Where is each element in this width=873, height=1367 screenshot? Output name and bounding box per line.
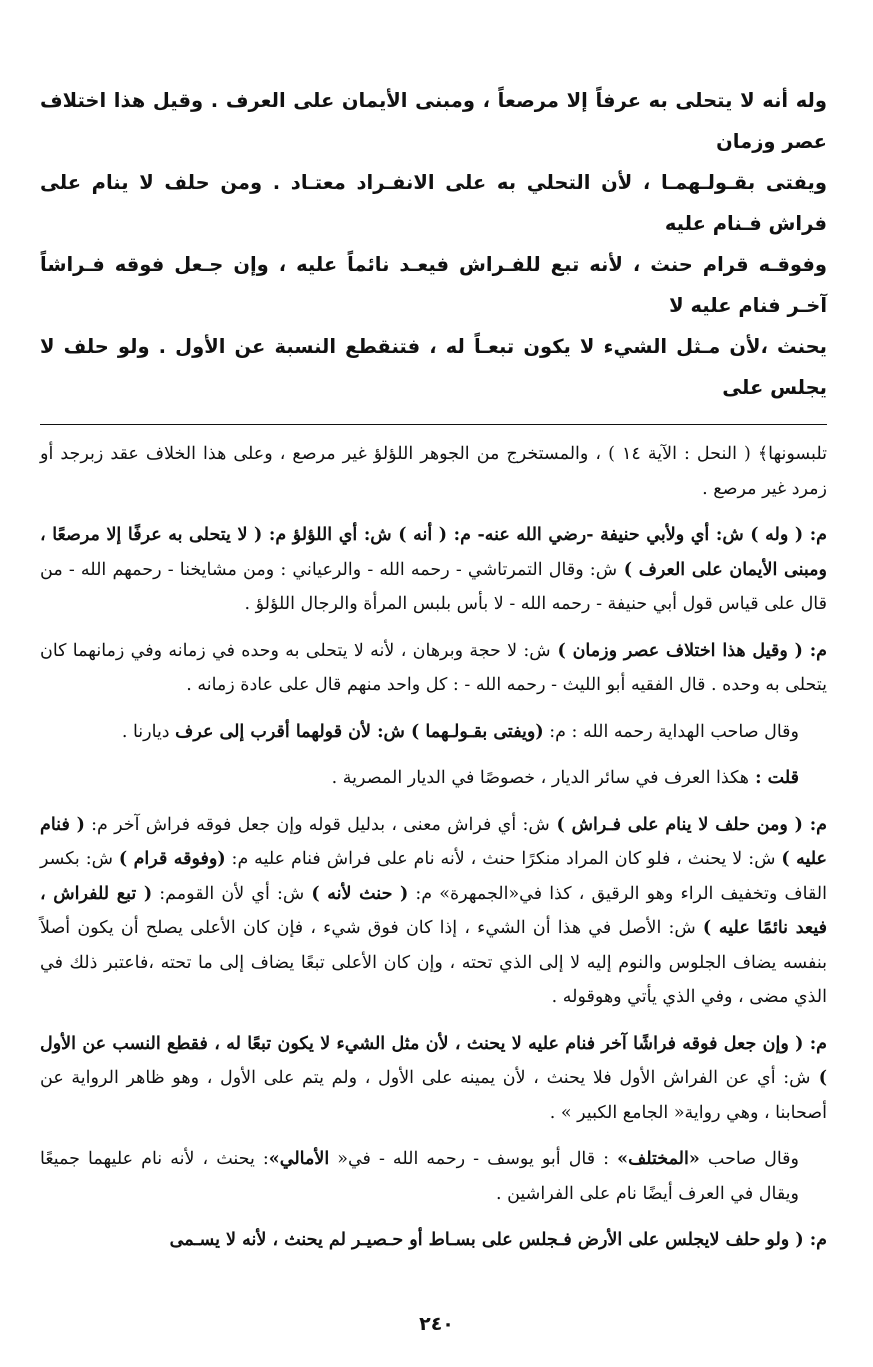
commentary-bold-text: م: ( وإن جعل فوقه فراشًا آخر فنام عليه لا يحنث ، لأن مثل الشيء لا يكون تبعًا له ، فقطع النسب عن الأول ) (40, 1033, 827, 1088)
commentary-block (40, 437, 827, 1258)
commentary-text: ش: أي فراش معنى ، بدليل قوله وإن جعل فوقه فراش آخر م: (84, 814, 550, 835)
commentary-paragraph (40, 634, 827, 703)
commentary-bold-text: «المختلف» (617, 1149, 700, 1169)
commentary-bold-text: (ويفتى بقـولـهما ) ش: لأن قولهما أقرب إلى عرف (175, 721, 544, 742)
commentary-text: وقال صاحب الهداية رحمه الله : م: (543, 721, 799, 742)
commentary-paragraph (40, 1142, 827, 1211)
commentary-text: : قال أبو يوسف - رحمه الله - في« (329, 1149, 618, 1169)
commentary-bold-text: م: ( ولو حلف لايجلس على الأرض فـجلس على بسـاط أو حـصيـر لم يحنث ، لأنه لا يسـمى (169, 1230, 827, 1250)
main-text-line: ويفتى بقـولـهمـا ، لأن التحلي به على الانفـراد معتـاد . ومن حلف لا ينام على فراش فـنام عليه (40, 171, 827, 235)
commentary-bold-text: م: ( ومن حلف لا ينام على فـراش ) (549, 814, 827, 835)
page-number: ٢٤٠ (419, 1313, 454, 1335)
separator-line (40, 424, 827, 425)
commentary-paragraph (40, 715, 827, 750)
commentary-text: : يحنث ، لأنه نام عليهما جميعًا ويقال في العرف أيضًا نام على الفراشين . (40, 1149, 799, 1204)
commentary-text: وقال صاحب (699, 1149, 799, 1169)
commentary-text: تلبسونها﴾ ( النحل : الآية ١٤ ) ، والمستخرج من الجوهر اللؤلؤ غير مرصع ، وعلى هذا الخلاف عقد زبرجد أو زمرد غير مرصع . (40, 444, 827, 499)
commentary-text: هكذا العرف في سائر الديار ، خصوصًا في الديار المصرية . (331, 768, 749, 788)
commentary-paragraph (40, 518, 827, 622)
book-page (40, 80, 827, 1367)
main-text-line: يحنث ،لأن مـثل الشيء لا يكون تبعـاً له ، فتنقطع النسبة عن الأول . ولو حلف لا يجلس على (40, 335, 827, 399)
commentary-bold-text: (وفوقه قرام ) (118, 849, 226, 869)
commentary-text: ش: الأصل في هذا أن الشيء ، إذا كان فوق شيء ، فإن كان الأعلى يصلح أن يكون أصلاً بنفسه يضاف الجلوس والنوم إليه لا إلى الذي تحته ، وإن كان الأعلى تبعًا يضاف إلى ما تحته ،فاعتبر ذلك في الذي مضى ، وفي الذي يأتي وهوقوله . (40, 918, 827, 1007)
commentary-text: ش: أي عن الفراش الأول فلا يحنث ، لأن يمينه على الأول ، ولم يتم على الأول ، وهو ظاهر الرواية عن أصحابنا ، وهي رواية« الجامع الكبير » . (40, 1068, 827, 1123)
main-text-block (40, 80, 827, 408)
commentary-text: ش: بكسر القاف وتخفيف الراء وهو الرقيق ، كذا في«الجمهرة» م: (40, 849, 828, 904)
main-text-line: وفوقـه قرام حنث ، لأنه تبع للفـراش فيعـد نائماً عليه ، وإن جـعل فوقه فـراشاً آخـر فنام عليه لا (40, 253, 827, 317)
commentary-bold-text: ( حنث لأنه ) (311, 883, 409, 904)
commentary-bold-text: م: ( وله ) ش: أي ولأبي حنيفة -رضي الله عنه- م: ( أنه ) ش: أي اللؤلؤ م: ( لا يتحلى به عرفًا إلا مرصعًا ، ومبنى الأيمان على العرف ) (40, 525, 828, 580)
commentary-bold-text: الأمالي» (268, 1149, 330, 1169)
commentary-text: ديارنا . (121, 721, 176, 742)
commentary-paragraph (40, 808, 827, 1015)
commentary-bold-text: م: ( وقيل هذا اختلاف عصر وزمان ) (550, 640, 828, 661)
commentary-bold-text: ( فنام عليه ) (40, 814, 827, 869)
commentary-text: ش: لا يحنث ، فلو كان المراد منكرًا حنث ، لأنه نام على فراش فنام عليه م: (225, 849, 782, 869)
commentary-paragraph (40, 1027, 827, 1131)
commentary-paragraph (40, 437, 827, 506)
commentary-bold-text: ( تبع للفراش ، فيعد نائمًا عليه ) (40, 883, 827, 938)
commentary-text: ش: لا حجة وبرهان ، لأنه لا يتحلى به وحده في زمانه وفي زمانهما كان يتحلى به وحده . قال الفقيه أبو الليث - رحمه الله - : كل واحد منهم قال على عادة زمانه . (40, 640, 827, 695)
commentary-text: ش: أي لأن القومم: (152, 883, 312, 904)
main-text-line: وله أنه لا يتحلى به عرفاً إلا مرصعاً ، ومبنى الأيمان على العرف . وقيل هذا اختلاف عصر وزمان (40, 89, 827, 153)
commentary-bold-text: قلت : (749, 768, 799, 788)
commentary-paragraph (40, 761, 827, 796)
commentary-text: ش: وقال التمرتاشي - رحمه الله - والرعياني : ومن مشايخنا - رحمهم الله - من قال على قياس قول أبي حنيفة - رحمه الله - لا بأس بلبس المرأة والرجال اللؤلؤ . (40, 559, 827, 614)
commentary-paragraph (40, 1223, 827, 1258)
